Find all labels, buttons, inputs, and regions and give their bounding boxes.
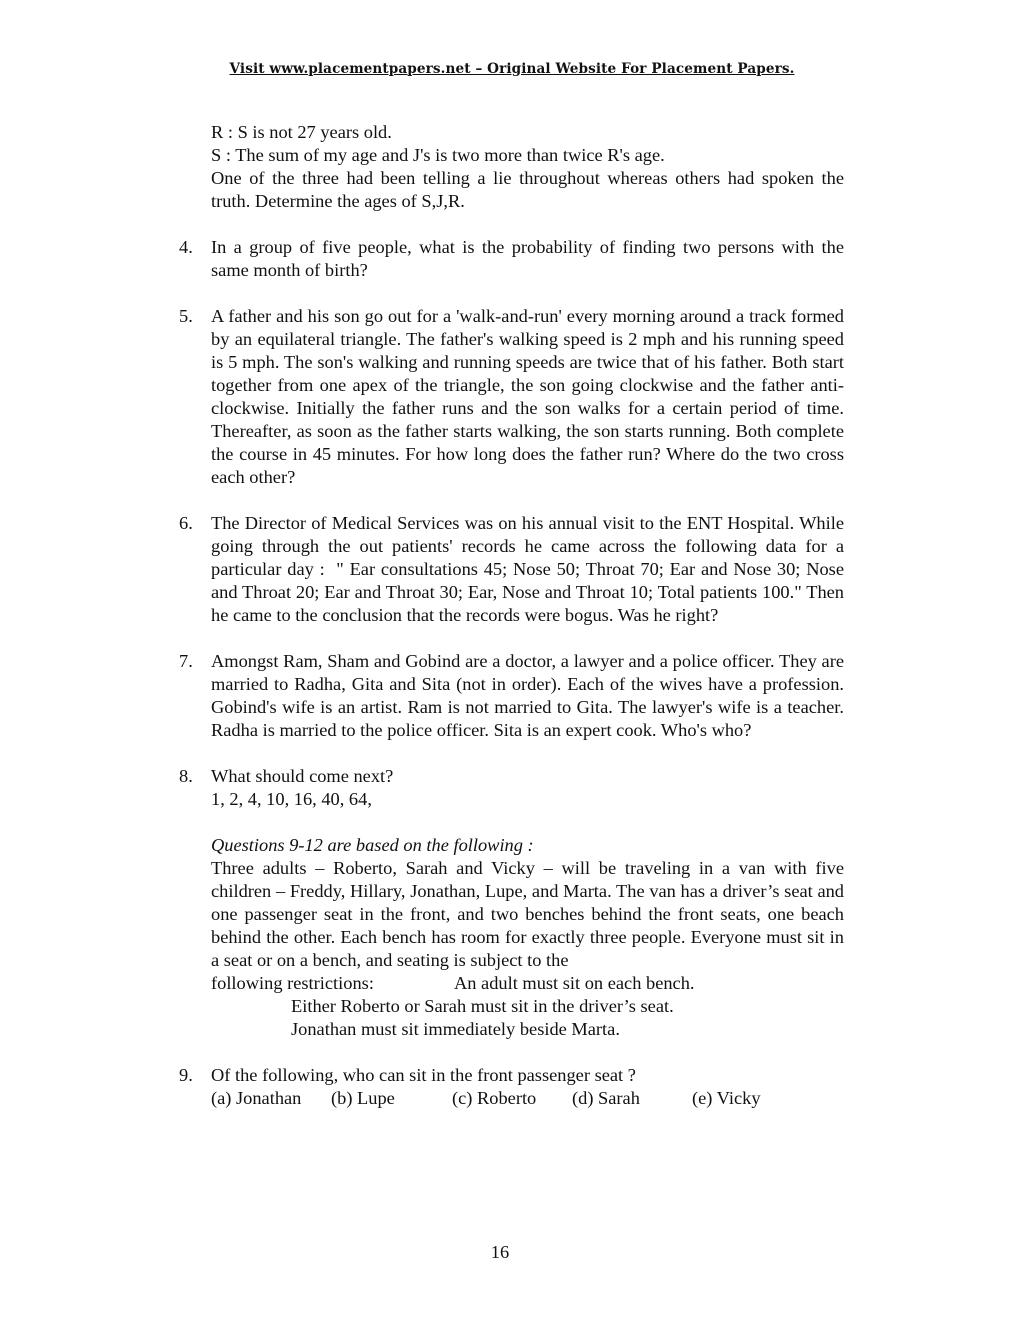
question-3-continuation — [179, 121, 844, 213]
question-8 — [179, 765, 844, 811]
question-7 — [179, 650, 844, 742]
question-text: A father and his son go out for a 'walk-and-run' every morning around a track formed by an equilateral triangle. The father's walking speed is 2 mph and his running speed is 5 mph. The son's walking and running speeds are twice that of his father. Both start together from one apex of the triangle, the son going clockwise and the father anti-clockwise. Initially the father runs and the son walks for a certain period of time. Thereafter, as soon as the father starts walking, the son starts running. Both complete the course in 45 minutes. For how long does the father run? Where do the two cross each other? — [211, 306, 867, 487]
restriction-1: An adult must sit on each bench. — [453, 973, 695, 993]
passage-intro: Questions 9-12 are based on the following : — [211, 835, 534, 855]
question-text: Amongst Ram, Sham and Gobind are a doctor, a lawyer and a police officer. They are married to Radha, Gita and Sita (not in order). Each of the wives have a profession. Gobind's wife is an artist. Ram is not married to Gita. The lawyer's wife is a teacher. Radha is married to the police officer. Sita is an expert cook. Who's who? — [211, 651, 844, 740]
restrictions-lead: following restrictions: — [211, 973, 374, 993]
page-header: Visit www.placementpapers.net – Original Website For Placement Papers. — [229, 61, 795, 77]
option-a: (a) Jonathan — [211, 1088, 302, 1108]
question-9 — [179, 1064, 844, 1087]
statement-r: R : S is not 27 years old. — [211, 122, 392, 142]
option-e: (e) Vicky — [692, 1088, 761, 1108]
answer-options — [179, 1087, 844, 1110]
question-number: 4. — [179, 237, 193, 257]
restriction-2: Either Roberto or Sarah must sit in the driver’s seat. — [291, 996, 674, 1016]
question-number: 6. — [179, 513, 193, 533]
question-number: 7. — [179, 651, 193, 671]
question-number: 9. — [179, 1065, 193, 1085]
question-text: The Director of Medical Services was on his annual visit to the ENT Hospital. While going through the out patients' records he came across the following data for a particular day : " Ear consultations 45; Nose 50; Throat 70; Ear and Nose 30; Nose and Throat 20; Ear and Throat 30; Ear, Nose and Throat 10; Total patients 100." Then he came to the conclusion that the records were bogus. Was he right? — [211, 513, 849, 625]
option-d: (d) Sarah — [572, 1088, 640, 1108]
question-3-conclusion: One of the three had been telling a lie throughout whereas others had spoken the truth. Determine the ages of S,J,R. — [211, 168, 844, 211]
passage-9-12 — [179, 834, 844, 1041]
page-content — [179, 121, 867, 1110]
page-number: 16 — [490, 1242, 510, 1262]
restrictions-lead-line — [179, 972, 844, 995]
option-b: (b) Lupe — [331, 1088, 395, 1108]
passage-body: Three adults – Roberto, Sarah and Vicky – will be traveling in a van with five children – Freddy, Hillary, Jonathan, Lupe, and Marta. The van has a driver’s seat and one passenger seat in the front, and two benches behind the front seats, one beach behind the other. Each bench has room for exactly three people. Everyone must sit in a seat or on a bench, and seating is subject to the — [211, 858, 844, 970]
number-sequence: 1, 2, 4, 10, 16, 40, 64, — [211, 789, 372, 809]
question-text: What should come next? — [211, 766, 394, 786]
question-6 — [179, 512, 849, 627]
question-number: 5. — [179, 306, 193, 326]
question-4 — [179, 236, 844, 282]
statement-s: S : The sum of my age and J's is two more than twice R's age. — [211, 145, 665, 165]
question-text: In a group of five people, what is the probability of finding two persons with the same month of birth? — [211, 237, 844, 280]
option-c: (c) Roberto — [452, 1088, 537, 1108]
question-text: Of the following, who can sit in the front passenger seat ? — [211, 1065, 636, 1085]
question-5 — [179, 305, 867, 489]
question-number: 8. — [179, 766, 193, 786]
restriction-3: Jonathan must sit immediately beside Marta. — [291, 1019, 620, 1039]
